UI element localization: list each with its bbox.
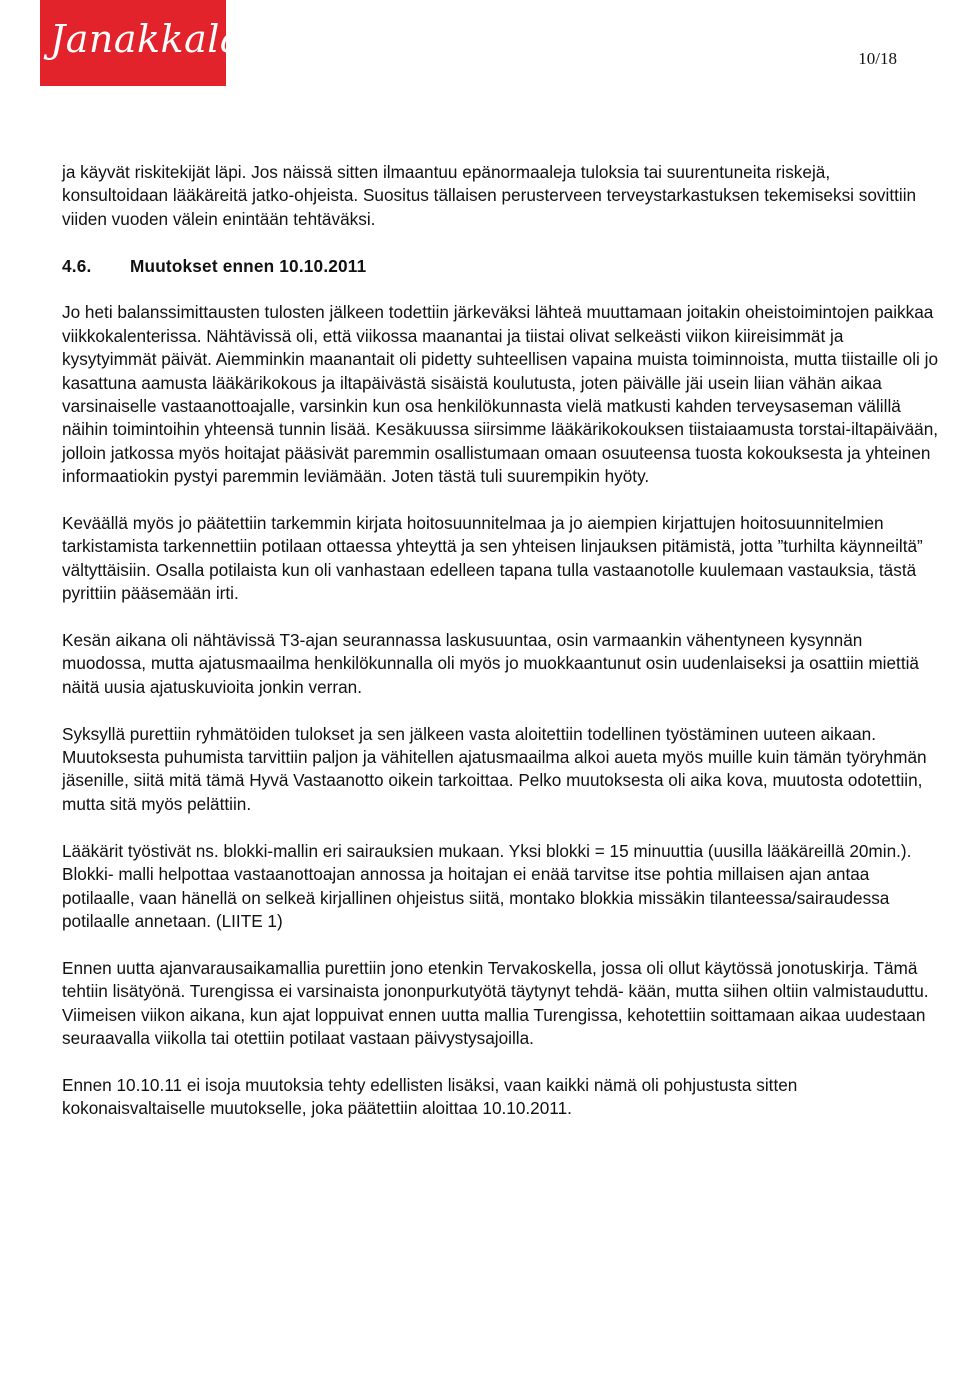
page-number: 10/18 xyxy=(858,49,897,68)
intro-paragraph: ja käyvät riskitekijät läpi. Jos näissä sitten ilmaantuu epänormaaleja tuloksia tai suurentuneita riskejä, konsultoidaan lääkäreitä jatko-ohjeista. Suositus tällaisen perusterveen terveystarkastuksen tekemiseksi sovittiin viiden vuoden välein enintään tehtäväksi. xyxy=(62,162,917,229)
paragraph-7: Ennen 10.10.11 ei isoja muutoksia tehty edellisten lisäksi, vaan kaikki nämä oli pohjustusta sitten kokonaisvaltaiselle muutokselle, joka päätettiin aloittaa 10.10.2011. xyxy=(62,1074,798,1119)
janakkala-logo xyxy=(40,0,244,86)
logo-text: Janakkala xyxy=(50,17,244,61)
section-heading xyxy=(62,255,940,278)
paragraph-1: Jo heti balanssimittausten tulosten jälkeen todettiin järkeväksi lähteä muuttamaan joitakin oheistoimintojen paikkaa viikkokalenterissa. Nähtävissä oli, että viikossa maanantai ja tiistai olivat selkeästi viikon kiireisimmät ja kysytyimmät päivät. Aiemminkin maanantait oli pidetty suhteellisen vapaina muista toiminnoista, mutta tiistaille oli jo kasattuna aamusta lääkärikokous ja iltapäivästä sisäistä koulutusta, joten päivälle jäi usein liian vähän aikaa varsinaiselle vastaanottoajalle, varsinkin kun osa henkilökunnasta vielä matkusti kahden terveysaseman välillä näihin toimintoihin yhteensä tunnin lisää. Kesäkuussa siirsimme lääkärikokouksen tiistaiaamusta torstai-iltapäivään, jolloin jatkossa myös hoitajat pääsivät paremmin osallistumaan omaan osuuteensa tuosta kokouksesta ja yhteinen informaatiokin pystyi paremmin leviämään. Joten tästä tuli suurempikin hyöty. xyxy=(62,302,939,487)
paragraph-4: Syksyllä purettiin ryhmätöiden tulokset ja sen jälkeen vasta aloitettiin todellinen työstäminen uuteen aikaan. Muutoksesta puhumista tarvittiin paljon ja vähitellen ajatusmaailma alkoi aueta myös muille kuin tämän työryhmän jäsenille, siitä mitä tämä Hyvä Vastaanotto oikein tarkoittaa. Pelko muutoksesta oli aika kova, muutosta odotettiin, mutta sitä myös pelättiin. xyxy=(62,723,927,814)
section-title: Muutokset ennen 10.10.2011 xyxy=(130,255,367,276)
paragraph-6: Ennen uutta ajanvarausaikamallia purettiin jono etenkin Tervakoskella, jossa oli ollut käytössä jonotuskirja. Tämä tehtiin lisätyönä. Turengissa ei varsinaista jononpurkutyötä täytynyt tehdä- kään, mutta siihen oltiin valmistauduttu. Viimeisen viikon aikana, kun ajat loppuivat ennen uutta mallia Turengissa, kehotettiin soittamaan aikaa uudestaan seuraavalla viikolla tai otettiin potilaat vastaan päivystysajoilla. xyxy=(62,957,929,1048)
paragraph-2: Keväällä myös jo päätettiin tarkemmin kirjata hoitosuunnitelmaa ja jo aiempien kirjattujen hoitosuunnitelmien tarkistamista tarkennettiin potilaan ottaessa yhteyttä ja sen yhteisen linjauksen pitämistä, jotta ”turhilta käynneiltä” vältyttäisiin. Osalla potilaista kun oli vanhastaan edelleen tapana tulla vastaanotolle kuulemaan vastauksia, tästä pyrittiin pääsemään irti. xyxy=(62,513,923,604)
document-body xyxy=(62,161,940,1144)
section-number: 4.6. xyxy=(62,255,92,276)
paragraph-5: Lääkärit työstivät ns. blokki-mallin eri sairauksien mukaan. Yksi blokki = 15 minuuttia (uusilla lääkäreillä 20min.). Blokki- malli helpottaa vastaanottoajan annossa ja hoitajan ei enää tarvitse itse pohtia millaisen ajan antaa potilaalle, vaan hänellä on selkeä kirjallinen ohjeistus siitä, montako blokkia missäkin tilanteessa/sairaudessa potilaalle annetaan. (LIITE 1) xyxy=(62,840,912,931)
paragraph-3: Kesän aikana oli nähtävissä T3-ajan seurannassa laskusuuntaa, osin varmaankin vähentyneen kysynnän muodossa, mutta ajatusmaailma henkilökunnalla oli myös jo muokkaantunut osin uudenlaiseksi ja osattiin miettiä näitä uusia ajatuskuvioita jonkin verran. xyxy=(62,630,919,697)
